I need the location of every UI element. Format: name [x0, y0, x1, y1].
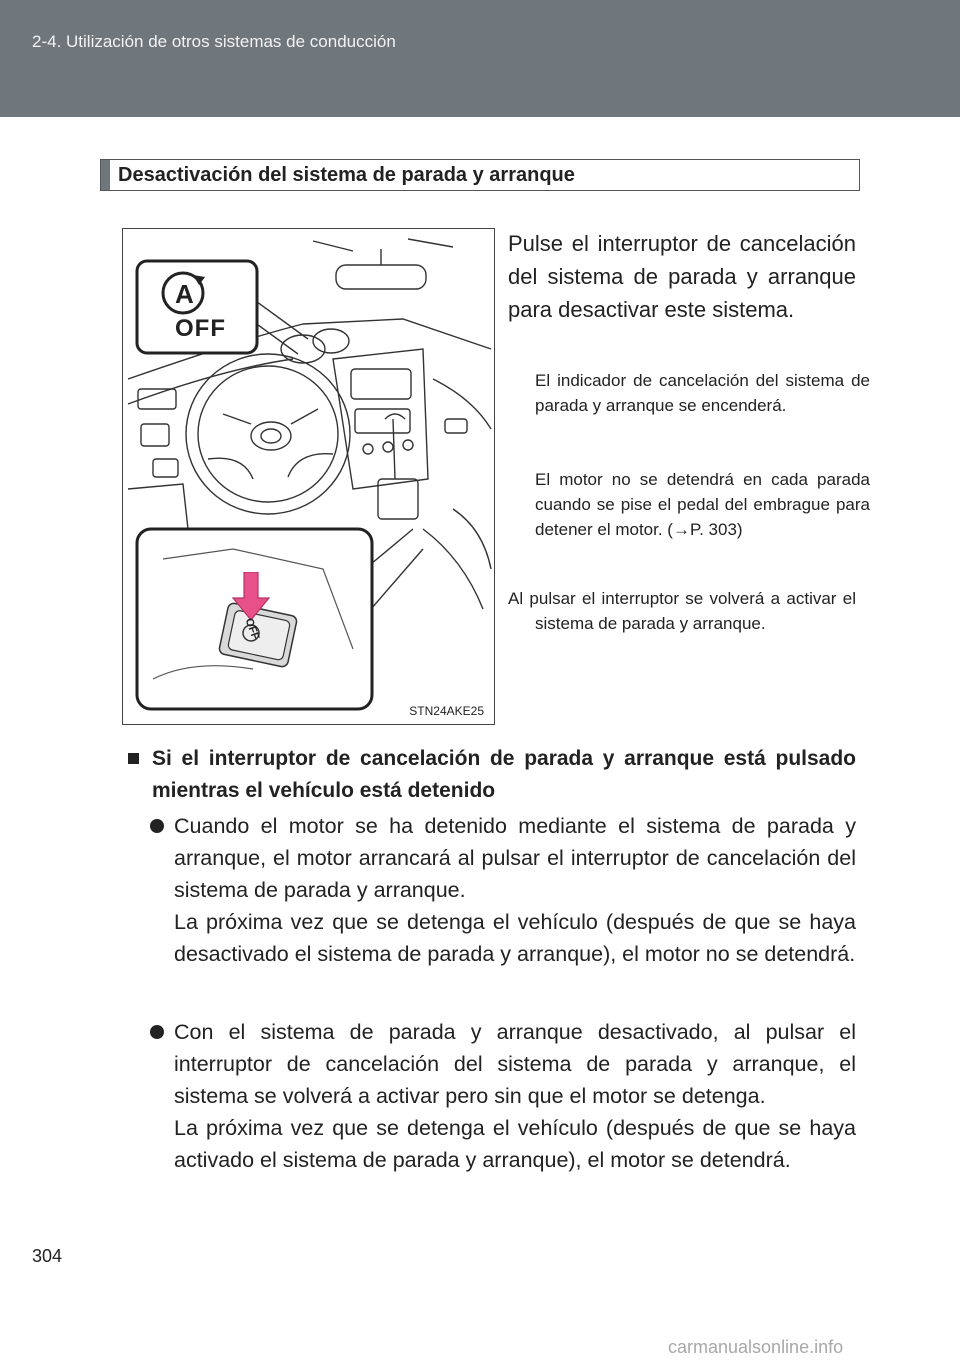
switch-letter: A	[175, 279, 194, 309]
bullet-paragraph: La próxima vez que se detenga el vehículo (después de que se haya activado el sistema de parada y arranque), el motor se detendrá.	[174, 1116, 856, 1172]
square-bullet-icon	[128, 753, 139, 764]
note-engine: El motor no se detendrá en cada parada cuando se pise el pedal del embrague para detener el motor. (→P. 303)	[535, 470, 870, 539]
bullet-paragraph: La próxima vez que se detenga el vehículo (después de que se haya desactivado el sistema de parada y arranque), el motor no se detendrá.	[174, 910, 856, 966]
bullet-paragraph: Cuando el motor se ha detenido mediante el sistema de parada y arranque, el motor arrancará al pulsar el interruptor de cancelación del sistema de parada y arranque.	[174, 814, 856, 902]
page-header	[0, 0, 960, 117]
bullet-paragraph: Con el sistema de parada y arranque desactivado, al pulsar el interruptor de cancelación del sistema de parada y arranque, el sistema se volverá a activar pero sin que el motor se detenga.	[174, 1020, 856, 1108]
breadcrumb: 2-4. Utilización de otros sistemas de conducción	[32, 32, 396, 51]
press-arrow-icon	[231, 572, 271, 622]
subsection-title: Si el interruptor de cancelación de parada y arranque está pulsado mientras el vehículo está detenido	[152, 747, 856, 802]
note-indicator: El indicador de cancelación del sistema de parada y arranque se encenderá.	[535, 371, 870, 415]
section-title: Desactivación del sistema de parada y arranque	[118, 164, 575, 186]
button-switch-label: OFF	[242, 616, 262, 642]
note-reactivate: Al pulsar el interruptor se volverá a activar el sistema de parada y arranque.	[508, 589, 856, 633]
list-item	[150, 1016, 856, 1176]
figure-code: STN24AKE25	[409, 704, 484, 718]
watermark: carmanualsonline.info	[668, 1337, 844, 1357]
list-item	[150, 810, 856, 970]
bullet-dot-icon	[150, 1025, 164, 1039]
section-heading	[100, 159, 860, 191]
page-number: 304	[32, 1246, 63, 1266]
dashboard-illustration	[122, 228, 495, 725]
subsection-heading	[128, 743, 856, 807]
section-heading-bar	[101, 160, 110, 190]
intro-paragraph: Pulse el interruptor de cancelación del sistema de parada y arranque para desactivar este sistema.	[508, 231, 856, 322]
mirror-shape	[336, 265, 426, 289]
bullet-dot-icon	[150, 819, 164, 833]
switch-off-label: OFF	[175, 315, 226, 342]
